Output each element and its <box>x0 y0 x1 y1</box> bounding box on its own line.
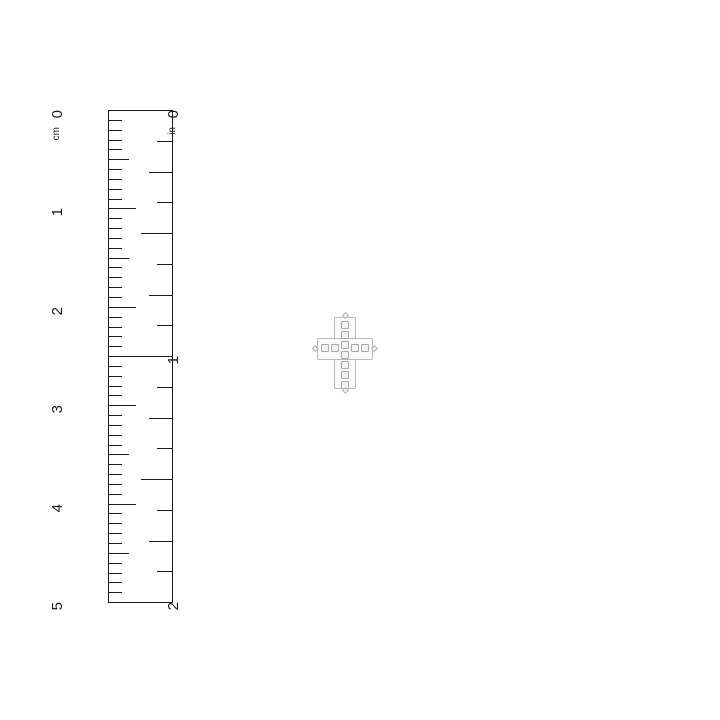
cm-label-1: 1 <box>49 208 66 217</box>
stone <box>341 351 349 359</box>
cm-tick <box>108 415 122 416</box>
cm-tick <box>108 523 122 524</box>
cm-tick <box>108 218 122 219</box>
cm-tick <box>108 130 122 131</box>
cross-body <box>313 313 377 393</box>
inch-tick-half <box>141 479 173 480</box>
cm-tick <box>108 248 122 249</box>
cm-tick <box>108 573 122 574</box>
inch-tick-quarter <box>149 295 173 296</box>
cm-tick <box>108 445 122 446</box>
cross-pendant <box>313 313 377 393</box>
cm-tick <box>108 425 122 426</box>
cm-tick <box>108 346 122 347</box>
stone <box>361 344 369 352</box>
stone <box>321 344 329 352</box>
cm-label-3: 3 <box>49 405 66 414</box>
cm-tick <box>108 513 122 514</box>
cm-tick <box>108 327 122 328</box>
cm-tick <box>108 277 122 278</box>
cm-tick <box>108 189 122 190</box>
inch-tick <box>157 325 173 326</box>
cm-tick-half <box>108 159 129 160</box>
cm-tick <box>108 376 122 377</box>
cm-label-4: 4 <box>49 503 66 512</box>
inch-label-2: 2 <box>165 602 182 611</box>
cm-tick-4 <box>108 504 136 505</box>
cm-tick <box>108 267 122 268</box>
inch-unit-label: in <box>167 127 178 135</box>
cm-tick-half <box>108 258 129 259</box>
cm-tick <box>108 317 122 318</box>
inch-label-1: 1 <box>165 356 182 365</box>
inch-tick <box>157 448 173 449</box>
cm-tick-2 <box>108 307 136 308</box>
stone <box>351 344 359 352</box>
cm-tick <box>108 149 122 150</box>
inch-tick <box>157 202 173 203</box>
cm-tick-half <box>108 454 129 455</box>
inch-tick <box>157 510 173 511</box>
cm-tick <box>108 336 122 337</box>
cm-unit-label: cm <box>51 127 62 141</box>
inch-label-0: 0 <box>165 110 182 119</box>
cm-tick <box>108 474 122 475</box>
cm-tick <box>108 533 122 534</box>
cm-tick <box>108 238 122 239</box>
cm-tick <box>108 563 122 564</box>
stone <box>341 321 349 329</box>
cm-tick <box>108 386 122 387</box>
cm-label-2: 2 <box>49 306 66 316</box>
cm-tick <box>108 582 122 583</box>
cm-tick <box>108 297 122 298</box>
cm-tick <box>108 287 122 288</box>
cm-tick-1 <box>108 208 136 209</box>
cm-tick <box>108 179 122 180</box>
cm-tick <box>108 120 122 121</box>
stone <box>341 331 349 339</box>
inch-tick <box>157 141 173 142</box>
cm-tick <box>108 366 122 367</box>
cm-tick <box>108 484 122 485</box>
inch-tick <box>157 571 173 572</box>
cm-tick-half <box>108 356 129 357</box>
cm-tick <box>108 592 122 593</box>
cm-tick <box>108 169 122 170</box>
cm-label-5: 5 <box>49 602 66 611</box>
stone <box>341 341 349 349</box>
inch-tick-half <box>141 233 173 234</box>
stone <box>341 361 349 369</box>
cm-tick <box>108 494 122 495</box>
inch-tick <box>157 264 173 265</box>
dual-scale-ruler <box>40 95 185 615</box>
cm-tick <box>108 543 122 544</box>
cm-tick-half <box>108 553 129 554</box>
cm-tick <box>108 228 122 229</box>
cm-tick <box>108 140 122 141</box>
cm-label-0: 0 <box>49 110 66 119</box>
inch-tick-quarter <box>149 418 173 419</box>
inch-tick <box>157 387 173 388</box>
stone <box>331 344 339 352</box>
stone <box>341 371 349 379</box>
cm-tick <box>108 199 122 200</box>
inch-tick-quarter <box>149 172 173 173</box>
cm-tick <box>108 395 122 396</box>
cm-tick <box>108 464 122 465</box>
inch-tick-quarter <box>149 541 173 542</box>
cm-tick <box>108 435 122 436</box>
cm-tick-3 <box>108 405 136 406</box>
